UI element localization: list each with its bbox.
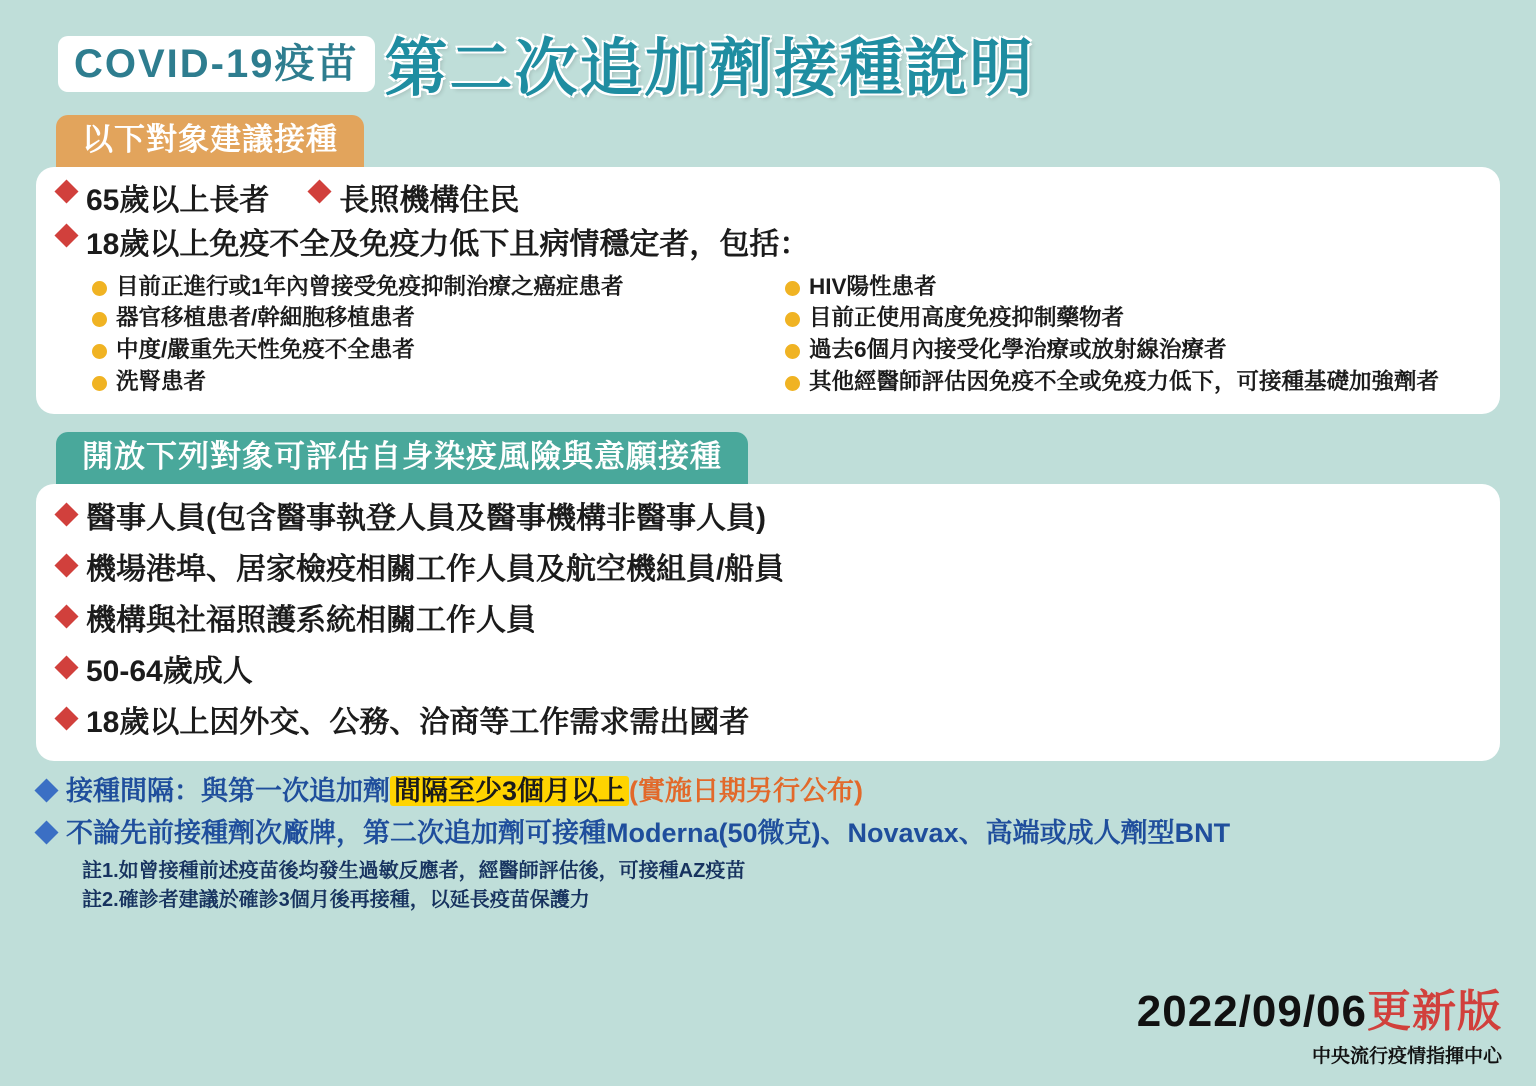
section-1-card — [36, 167, 1500, 415]
date-update-label: 更新版 — [1367, 987, 1502, 1036]
sub-item-l2: 中度/嚴重先天性免疫不全患者 — [116, 337, 415, 363]
list-item — [58, 496, 1478, 541]
diamond-bullet-icon — [54, 224, 78, 248]
footer-note-1 — [38, 773, 1498, 811]
footer-small-note-2: 註2.確診者建議於確診3個月後再接種，以延長疫苗保護力 — [82, 888, 590, 911]
diamond-bullet-icon — [54, 656, 78, 680]
section-1-sublist-right — [785, 272, 1478, 399]
diamond-bullet-icon — [54, 179, 78, 203]
section-1-sublists — [58, 272, 1478, 399]
section-2-item-1: 機場港埠、居家檢疫相關工作人員及航空機組員/船員 — [86, 553, 785, 587]
diamond-bullet-icon — [34, 820, 58, 844]
issuing-org: 中央流行疫情指揮中心 — [1311, 1046, 1502, 1067]
date-value: 2022/09/06 — [1136, 987, 1367, 1036]
sub-item-l0: 目前正進行或1年內曾接受免疫抑制治療之癌症患者 — [116, 273, 624, 299]
dot-bullet-icon — [785, 312, 800, 327]
sub-item-r0: HIV陽性患者 — [809, 273, 937, 299]
header-badge: COVID-19疫苗 — [58, 36, 375, 92]
section-2 — [28, 432, 1508, 761]
section-1-item-1: 長照機構住民 — [339, 183, 520, 217]
list-item — [785, 367, 1468, 397]
date-stamp — [1137, 975, 1502, 1068]
list-item — [92, 367, 775, 397]
page-title: 第二次追加劑接種說明 — [384, 34, 1035, 104]
list-item — [58, 181, 1478, 222]
diamond-bullet-icon — [54, 503, 78, 527]
list-item — [58, 649, 1478, 694]
dot-bullet-icon — [785, 344, 800, 359]
dot-bullet-icon — [92, 376, 107, 391]
diamond-bullet-icon — [34, 779, 58, 803]
list-item — [785, 272, 1468, 302]
section-1-sublist-left — [92, 272, 785, 399]
section-2-heading: 開放下列對象可評估自身染疫風險與意願接種 — [56, 432, 748, 484]
section-2-card — [36, 484, 1500, 761]
list-item — [785, 303, 1468, 333]
section-1 — [28, 115, 1508, 414]
footer-note1-pre: 接種間隔：與第一次追加劑 — [66, 776, 390, 807]
footer-notes — [38, 773, 1498, 915]
dot-bullet-icon — [92, 344, 107, 359]
sub-item-l3: 洗腎患者 — [116, 368, 207, 394]
dot-bullet-icon — [92, 281, 107, 296]
poster-header — [28, 0, 1508, 115]
section-1-item-2: 18歲以上免疫不全及免疫力低下且病情穩定者，包括： — [86, 228, 810, 262]
sub-item-r1: 目前正使用高度免疫抑制藥物者 — [809, 305, 1125, 331]
footer-small-note-1: 註1.如曾接種前述疫苗後均發生過敏反應者，經醫師評估後，可接種AZ疫苗 — [82, 859, 746, 882]
list-item — [58, 700, 1478, 745]
footer-note1-post: (實施日期另行公布) — [629, 776, 864, 807]
section-2-item-0: 醫事人員(包含醫事執登人員及醫事機構非醫事人員) — [86, 502, 766, 536]
diamond-bullet-icon — [54, 707, 78, 731]
diamond-bullet-icon — [54, 554, 78, 578]
sub-item-l1: 器官移植患者/幹細胞移植患者 — [116, 305, 415, 331]
dot-bullet-icon — [785, 281, 800, 296]
list-item — [785, 335, 1468, 365]
sub-item-r2: 過去6個月內接受化學治療或放射線治療者 — [809, 337, 1227, 363]
diamond-bullet-icon — [308, 179, 332, 203]
list-item — [58, 598, 1478, 643]
section-1-item-0: 65歲以上長者 — [86, 183, 270, 217]
list-item — [92, 272, 775, 302]
footer-note1-highlight: 間隔至少3個月以上 — [390, 776, 629, 806]
list-item — [92, 303, 775, 333]
list-item — [58, 547, 1478, 592]
sub-item-r3: 其他經醫師評估因免疫不全或免疫力低下，可接種基礎加強劑者 — [809, 368, 1440, 394]
list-item — [92, 335, 775, 365]
section-1-heading: 以下對象建議接種 — [56, 115, 364, 167]
list-item — [58, 225, 1478, 266]
diamond-bullet-icon — [54, 605, 78, 629]
dot-bullet-icon — [785, 376, 800, 391]
dot-bullet-icon — [92, 312, 107, 327]
section-2-item-2: 機構與社福照護系統相關工作人員 — [86, 604, 536, 638]
footer-note-2 — [38, 815, 1498, 853]
section-2-item-3: 50-64歲成人 — [86, 655, 253, 689]
footer-note2-text: 不論先前接種劑次廠牌，第二次追加劑可接種Moderna(50微克)、Novavax、高端或成人劑型BNT — [66, 817, 1231, 848]
section-2-item-4: 18歲以上因外交、公務、洽商等工作需求需出國者 — [86, 706, 750, 740]
